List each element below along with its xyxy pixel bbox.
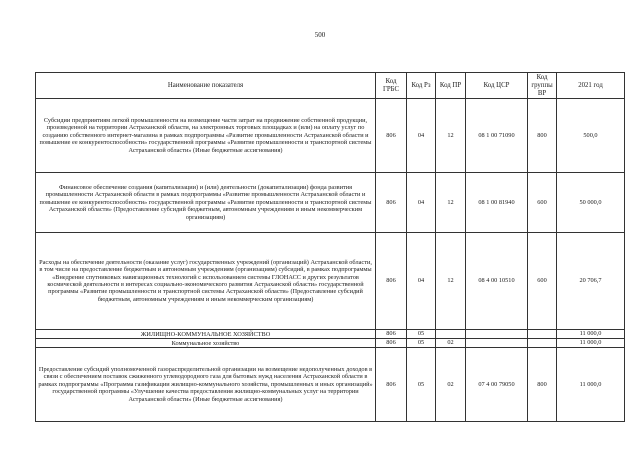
table-row bbox=[36, 233, 625, 330]
budget-table bbox=[35, 72, 625, 422]
row-name: ЖИЛИЩНО-КОММУНАЛЬНОЕ ХОЗЯЙСТВО bbox=[36, 330, 376, 339]
row-grbs: 806 bbox=[376, 339, 407, 348]
header-name: Наименование показателя bbox=[36, 73, 376, 99]
table-row bbox=[36, 173, 625, 233]
row-csr: 08 4 00 10510 bbox=[466, 233, 528, 330]
row-rz: 05 bbox=[407, 330, 436, 339]
row-pr bbox=[436, 330, 466, 339]
table-row bbox=[36, 348, 625, 422]
row-amount: 20 706,7 bbox=[557, 233, 625, 330]
row-amount: 11 000,0 bbox=[557, 348, 625, 422]
row-name: Субсидии предприятиям легкой промышленности на возмещение части затрат на продвижение собственной продукции, произведенной на территории Астраханской области, на электронных торговых площадках и (или) на оплату услуг по созданию собственного интернет-магазина в рамках подпрограммы «Развитие промышленности Астраханской области и повышение ее конкурентоспособности» государственной программы «Развитие промышленности и транспортной системы Астраханской области» (Иные бюджетные ассигнования) bbox=[36, 99, 376, 173]
row-rz: 04 bbox=[407, 233, 436, 330]
row-amount: 11 000,0 bbox=[557, 339, 625, 348]
row-amount: 11 000,0 bbox=[557, 330, 625, 339]
page-number: 500 bbox=[314, 31, 326, 39]
row-pr: 02 bbox=[436, 339, 466, 348]
table-header-row bbox=[36, 73, 625, 99]
table-row bbox=[36, 339, 625, 348]
row-vr: 600 bbox=[528, 173, 557, 233]
row-vr: 600 bbox=[528, 233, 557, 330]
row-amount: 500,0 bbox=[557, 99, 625, 173]
row-grbs: 806 bbox=[376, 173, 407, 233]
header-year: 2021 год bbox=[557, 73, 625, 99]
row-pr: 02 bbox=[436, 348, 466, 422]
row-amount: 50 000,0 bbox=[557, 173, 625, 233]
row-grbs: 806 bbox=[376, 330, 407, 339]
row-csr bbox=[466, 330, 528, 339]
row-name: Предоставление субсидий уполномоченной газораспределительной организации на возмещение недополученных доходов в связи с обеспечением поставок сжиженного углеводородного газа для бытовых нужд населения Астраханской области в рамках подпрограммы «Программа газификации жилищно-коммунального хозяйства, промышленных и иных организаций» государственной программы «Улучшение качества предоставления жилищно-коммунальных услуг на территории Астраханской области» (Иные бюджетные ассигнования) bbox=[36, 348, 376, 422]
row-csr: 07 4 00 79050 bbox=[466, 348, 528, 422]
header-grbs: Код ГРБС bbox=[376, 73, 407, 99]
row-rz: 05 bbox=[407, 339, 436, 348]
row-grbs: 806 bbox=[376, 348, 407, 422]
header-rz: Код Рз bbox=[407, 73, 436, 99]
row-csr: 08 1 00 81940 bbox=[466, 173, 528, 233]
row-csr: 08 1 00 71090 bbox=[466, 99, 528, 173]
row-name: Коммунальное хозяйство bbox=[36, 339, 376, 348]
row-grbs: 806 bbox=[376, 233, 407, 330]
row-vr: 800 bbox=[528, 348, 557, 422]
table-row bbox=[36, 330, 625, 339]
row-pr: 12 bbox=[436, 99, 466, 173]
row-rz: 04 bbox=[407, 173, 436, 233]
row-pr: 12 bbox=[436, 173, 466, 233]
row-grbs: 806 bbox=[376, 99, 407, 173]
row-name: Расходы на обеспечение деятельности (оказание услуг) государственных учреждений (организаций) Астраханской области, в том числе на предоставление бюджетным и автономным учреждениям (организациям) субсидий, в рамках подпрограммы «Внедрение спутниковых навигационных технологий с использованием системы ГЛОНАСС и других результатов космической деятельности в интересах социально-экономического развития Астраханской области» государственной программы «Развитие промышленности и транспортной системы Астраханской области» (Предоставление субсидий бюджетным, автономным учреждениям и иным некоммерческим организациям) bbox=[36, 233, 376, 330]
row-name: Финансовое обеспечение создания (капитализации) и (или) деятельности (докапитализации) фонда развития промышленности Астраханской области в рамках подпрограммы «Развитие промышленности Астраханской области и повышение ее конкурентоспособности» государственной программы «Развитие промышленности и транспортной системы Астраханской области» (Предоставление субсидий бюджетным, автономным учреждениям и иным некоммерческим организациям) bbox=[36, 173, 376, 233]
row-vr: 800 bbox=[528, 99, 557, 173]
header-vr: Код группы ВР bbox=[528, 73, 557, 99]
row-rz: 05 bbox=[407, 348, 436, 422]
row-rz: 04 bbox=[407, 99, 436, 173]
row-vr bbox=[528, 339, 557, 348]
header-csr: Код ЦСР bbox=[466, 73, 528, 99]
header-pr: Код ПР bbox=[436, 73, 466, 99]
table-row bbox=[36, 99, 625, 173]
row-csr bbox=[466, 339, 528, 348]
row-vr bbox=[528, 330, 557, 339]
row-pr: 12 bbox=[436, 233, 466, 330]
